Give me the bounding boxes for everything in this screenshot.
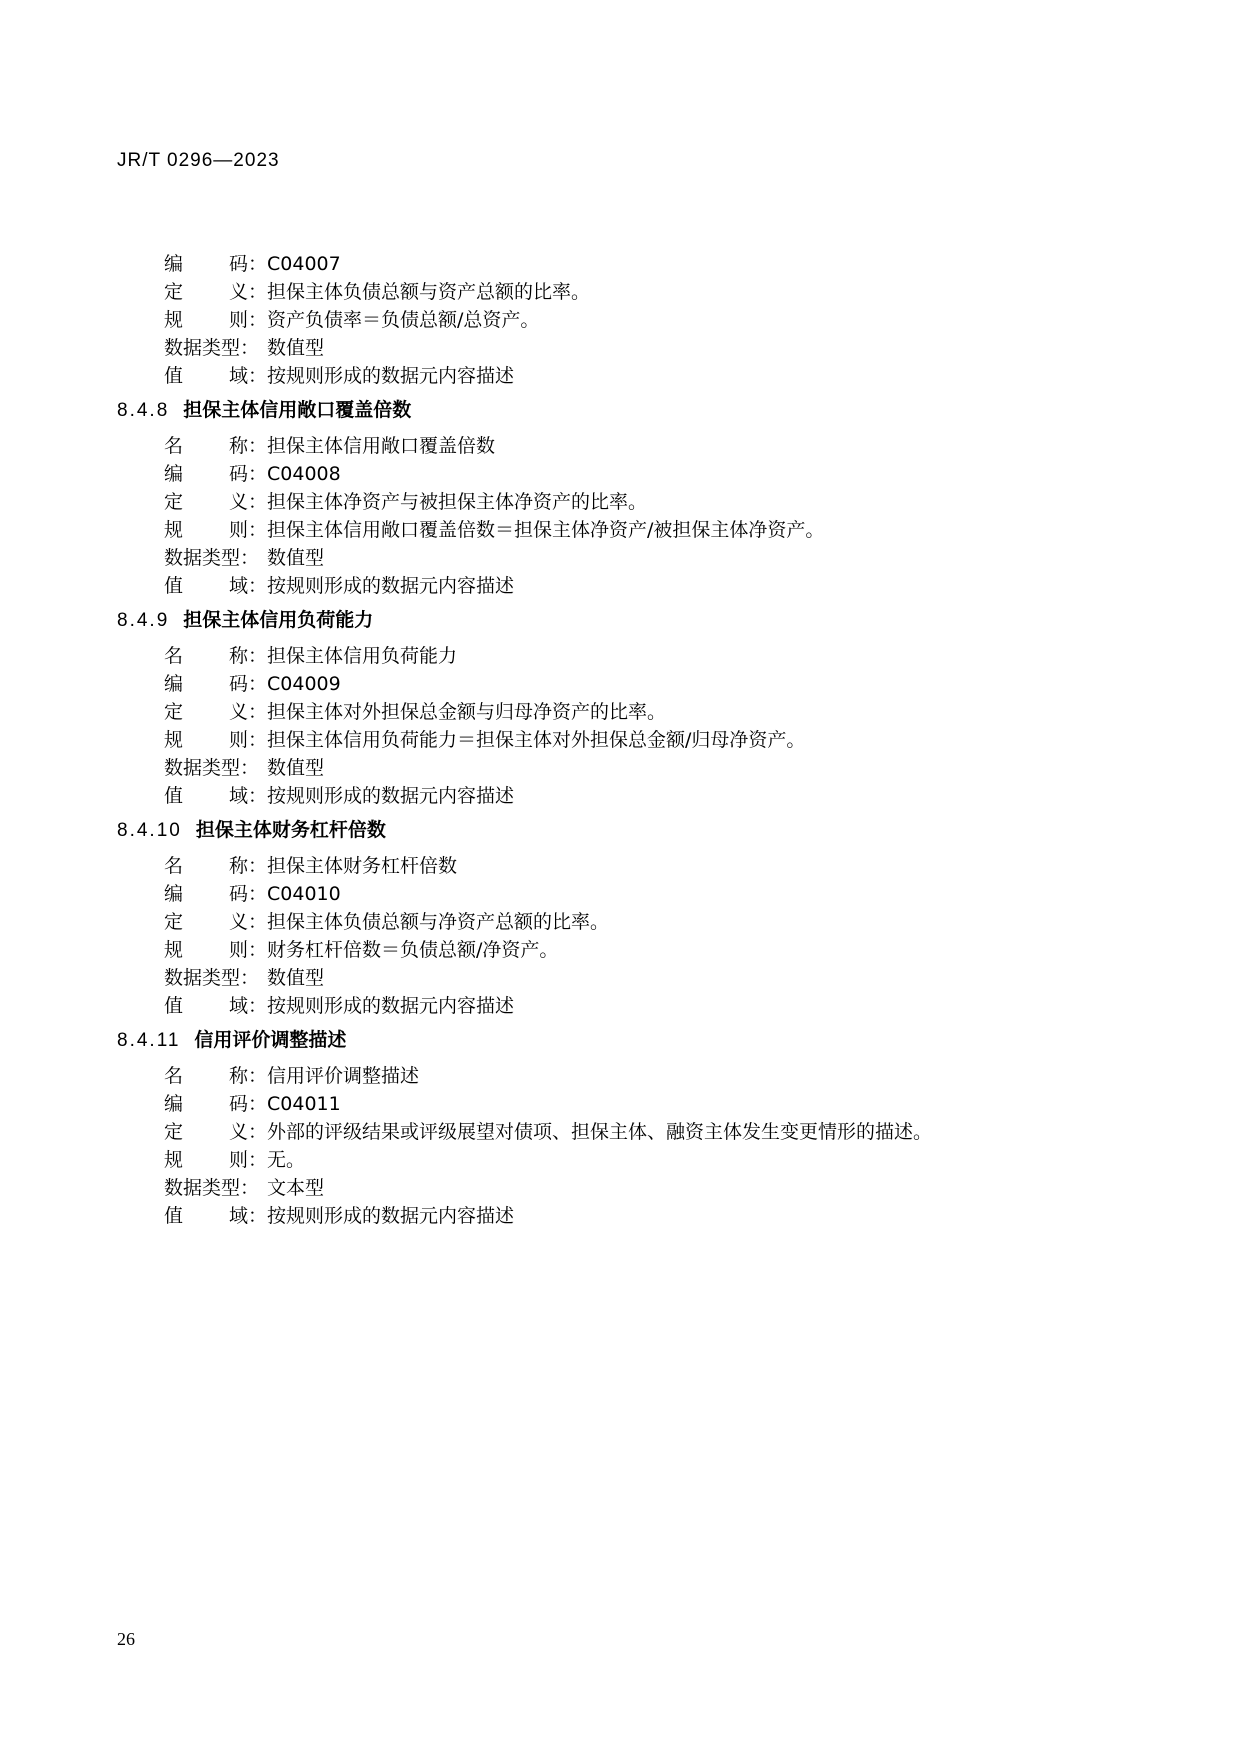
field-colon: ： (247, 491, 267, 513)
field-label (164, 361, 267, 388)
field-row (117, 543, 1157, 571)
field-value: 担保主体负债总额与资产总额的比率。 (267, 281, 591, 303)
field-colon: ： (247, 785, 267, 807)
field-value: 按规则形成的数据元内容描述 (267, 785, 515, 807)
field-colon: ： (247, 435, 267, 457)
field-colon: ： (247, 729, 267, 751)
field-row (117, 1145, 1157, 1173)
field-label-part1: 定 (164, 281, 184, 303)
field-row (117, 515, 1157, 543)
field-row (117, 249, 1157, 277)
field-label (164, 277, 267, 304)
field-label-part1: 规 (164, 939, 184, 961)
field-label-part2: 则 (228, 1149, 248, 1171)
field-label-part2: 义 (228, 1121, 248, 1143)
field-value: 担保主体信用负荷能力 (267, 645, 458, 667)
field-colon: ： (247, 309, 267, 331)
section-title: 担保主体信用负荷能力 (183, 609, 374, 631)
field-colon: ： (247, 519, 267, 541)
field-colon: ： (247, 575, 267, 597)
sections (117, 389, 1157, 1229)
field-colon: ： (247, 645, 267, 667)
field-row (117, 781, 1157, 809)
field-value: 无。 (267, 1149, 306, 1171)
field-label-part2: 称 (228, 1065, 248, 1087)
field-label (164, 725, 267, 752)
field-label-part1: 编 (164, 1093, 184, 1115)
field-label (164, 305, 267, 332)
page-number: 26 (117, 1629, 135, 1649)
field-label (164, 753, 267, 780)
field-label (164, 781, 267, 808)
field-label (164, 907, 267, 934)
field-label (164, 879, 267, 906)
field-label-part2: 称 (228, 435, 248, 457)
field-label (164, 431, 267, 458)
field-label-part1: 规 (164, 1149, 184, 1171)
field-label-part1: 数据类型 (164, 337, 241, 359)
field-value: 资产负债率＝负债总额/总资产。 (267, 309, 540, 331)
field-label-part1: 名 (164, 1065, 184, 1087)
field-row (117, 487, 1157, 515)
section-number: 8.4.10 (117, 820, 182, 841)
field-label (164, 935, 267, 962)
field-colon: ： (247, 365, 267, 387)
field-label-part2: 码 (228, 883, 248, 905)
field-row (117, 431, 1157, 459)
field-label-part1: 值 (164, 785, 184, 807)
field-colon: ： (247, 855, 267, 877)
field-value: 按规则形成的数据元内容描述 (267, 365, 515, 387)
field-label-part1: 数据类型 (164, 547, 241, 569)
field-value: C04007 (267, 253, 341, 275)
field-row (117, 305, 1157, 333)
field-colon: ： (247, 673, 267, 695)
field-label-part2: 称 (228, 855, 248, 877)
field-label-part2: 域 (228, 1205, 248, 1227)
section-title: 担保主体财务杠杆倍数 (195, 819, 386, 841)
data-element-section (117, 599, 1157, 809)
section-title: 担保主体信用敞口覆盖倍数 (183, 399, 412, 421)
section-heading (117, 389, 1157, 431)
field-colon: ： (247, 883, 267, 905)
field-row (117, 361, 1157, 389)
field-row (117, 1061, 1157, 1089)
field-label-part1: 值 (164, 995, 184, 1017)
field-row (117, 1089, 1157, 1117)
field-colon: ： (247, 1149, 267, 1171)
field-value: 按规则形成的数据元内容描述 (267, 995, 515, 1017)
field-label-part1: 规 (164, 729, 184, 751)
field-label-part1: 名 (164, 855, 184, 877)
field-label-part1: 编 (164, 673, 184, 695)
field-colon: ： (247, 1065, 267, 1087)
field-row (117, 935, 1157, 963)
field-label-part1: 规 (164, 309, 184, 331)
field-value: C04010 (267, 883, 341, 905)
data-element-section (117, 389, 1157, 599)
field-label-part1: 数据类型 (164, 1177, 241, 1199)
field-label-part1: 数据类型 (164, 967, 241, 989)
field-label-part2: 则 (228, 729, 248, 751)
field-label (164, 697, 267, 724)
field-label-part2: 义 (228, 491, 248, 513)
field-label-part2: 义 (228, 701, 248, 723)
field-label-part2: 码 (228, 253, 248, 275)
field-label-part2: 域 (228, 785, 248, 807)
field-value: 担保主体信用敞口覆盖倍数 (267, 435, 496, 457)
field-colon: ： (240, 547, 260, 569)
section-number: 8.4.8 (117, 400, 170, 421)
field-colon: ： (247, 1205, 267, 1227)
field-label (164, 1173, 267, 1200)
field-row (117, 333, 1157, 361)
section-heading (117, 809, 1157, 851)
field-label (164, 543, 267, 570)
field-label (164, 669, 267, 696)
field-label (164, 963, 267, 990)
field-value: 数值型 (267, 757, 325, 779)
field-value: 担保主体净资产与被担保主体净资产的比率。 (267, 491, 648, 513)
field-label (164, 1117, 267, 1144)
field-colon: ： (247, 463, 267, 485)
field-row (117, 753, 1157, 781)
field-row (117, 991, 1157, 1019)
field-row (117, 963, 1157, 991)
field-colon: ： (247, 701, 267, 723)
field-label (164, 333, 267, 360)
field-label-part2: 则 (228, 519, 248, 541)
field-row (117, 1173, 1157, 1201)
field-colon: ： (247, 911, 267, 933)
section-heading (117, 1019, 1157, 1061)
field-colon: ： (240, 757, 260, 779)
field-value: 担保主体财务杠杆倍数 (267, 855, 458, 877)
field-value: C04011 (267, 1093, 341, 1115)
field-row (117, 851, 1157, 879)
field-value: 按规则形成的数据元内容描述 (267, 575, 515, 597)
field-label-part2: 域 (228, 575, 248, 597)
field-label (164, 1089, 267, 1116)
field-value: 担保主体信用负荷能力＝担保主体对外担保总金额/归母净资产。 (267, 729, 806, 751)
field-value: 担保主体信用敞口覆盖倍数＝担保主体净资产/被担保主体净资产。 (267, 519, 825, 541)
field-label-part2: 码 (228, 463, 248, 485)
field-value: 数值型 (267, 337, 325, 359)
field-label-part1: 定 (164, 701, 184, 723)
field-value: 财务杠杆倍数＝负债总额/净资产。 (267, 939, 559, 961)
field-row (117, 641, 1157, 669)
section-number: 8.4.9 (117, 610, 170, 631)
field-value: C04008 (267, 463, 341, 485)
field-label-part1: 定 (164, 491, 184, 513)
field-label-part1: 名 (164, 435, 184, 457)
field-label-part1: 值 (164, 575, 184, 597)
field-colon: ： (247, 281, 267, 303)
field-label-part2: 域 (228, 995, 248, 1017)
field-label (164, 487, 267, 514)
document-body (117, 249, 1157, 1229)
field-value: 外部的评级结果或评级展望对债项、担保主体、融资主体发生变更情形的描述。 (267, 1121, 933, 1143)
continued-data-element (117, 249, 1157, 389)
field-label-part2: 则 (228, 309, 248, 331)
field-label-part1: 数据类型 (164, 757, 241, 779)
field-value: C04009 (267, 673, 341, 695)
field-label (164, 515, 267, 542)
field-label-part2: 义 (228, 281, 248, 303)
field-colon: ： (240, 1177, 260, 1199)
field-value: 数值型 (267, 547, 325, 569)
field-label-part2: 码 (228, 1093, 248, 1115)
field-label-part1: 值 (164, 1205, 184, 1227)
field-colon: ： (240, 967, 260, 989)
section-heading (117, 599, 1157, 641)
field-label-part2: 码 (228, 673, 248, 695)
field-value: 按规则形成的数据元内容描述 (267, 1205, 515, 1227)
field-colon: ： (240, 337, 260, 359)
field-label (164, 1145, 267, 1172)
field-row (117, 697, 1157, 725)
document-code-header: JR/T 0296—2023 (117, 150, 280, 171)
data-element-section (117, 1019, 1157, 1229)
field-value: 担保主体负债总额与净资产总额的比率。 (267, 911, 610, 933)
field-row (117, 907, 1157, 935)
field-row (117, 725, 1157, 753)
field-label (164, 571, 267, 598)
field-row (117, 277, 1157, 305)
field-value: 数值型 (267, 967, 325, 989)
field-label (164, 459, 267, 486)
field-label-part2: 则 (228, 939, 248, 961)
field-label (164, 991, 267, 1018)
field-value: 信用评价调整描述 (267, 1065, 420, 1087)
field-label-part2: 义 (228, 911, 248, 933)
field-value: 担保主体对外担保总金额与归母净资产的比率。 (267, 701, 667, 723)
field-label (164, 1061, 267, 1088)
field-colon: ： (247, 995, 267, 1017)
field-label (164, 249, 267, 276)
field-label-part1: 定 (164, 1121, 184, 1143)
field-label-part1: 定 (164, 911, 184, 933)
field-row (117, 1201, 1157, 1229)
field-colon: ： (247, 1121, 267, 1143)
field-row (117, 879, 1157, 907)
section-number: 8.4.11 (117, 1030, 181, 1051)
data-element-section (117, 809, 1157, 1019)
field-label (164, 1201, 267, 1228)
field-label-part1: 编 (164, 253, 184, 275)
field-colon: ： (247, 939, 267, 961)
section-title: 信用评价调整描述 (194, 1029, 347, 1051)
field-label-part2: 域 (228, 365, 248, 387)
field-row (117, 669, 1157, 697)
field-label (164, 851, 267, 878)
field-label-part1: 名 (164, 645, 184, 667)
field-row (117, 571, 1157, 599)
field-row (117, 459, 1157, 487)
field-colon: ： (247, 253, 267, 275)
field-label-part2: 称 (228, 645, 248, 667)
field-row (117, 1117, 1157, 1145)
field-label-part1: 编 (164, 463, 184, 485)
field-value: 文本型 (267, 1177, 325, 1199)
field-colon: ： (247, 1093, 267, 1115)
field-label (164, 641, 267, 668)
field-label-part1: 编 (164, 883, 184, 905)
field-label-part1: 规 (164, 519, 184, 541)
field-label-part1: 值 (164, 365, 184, 387)
